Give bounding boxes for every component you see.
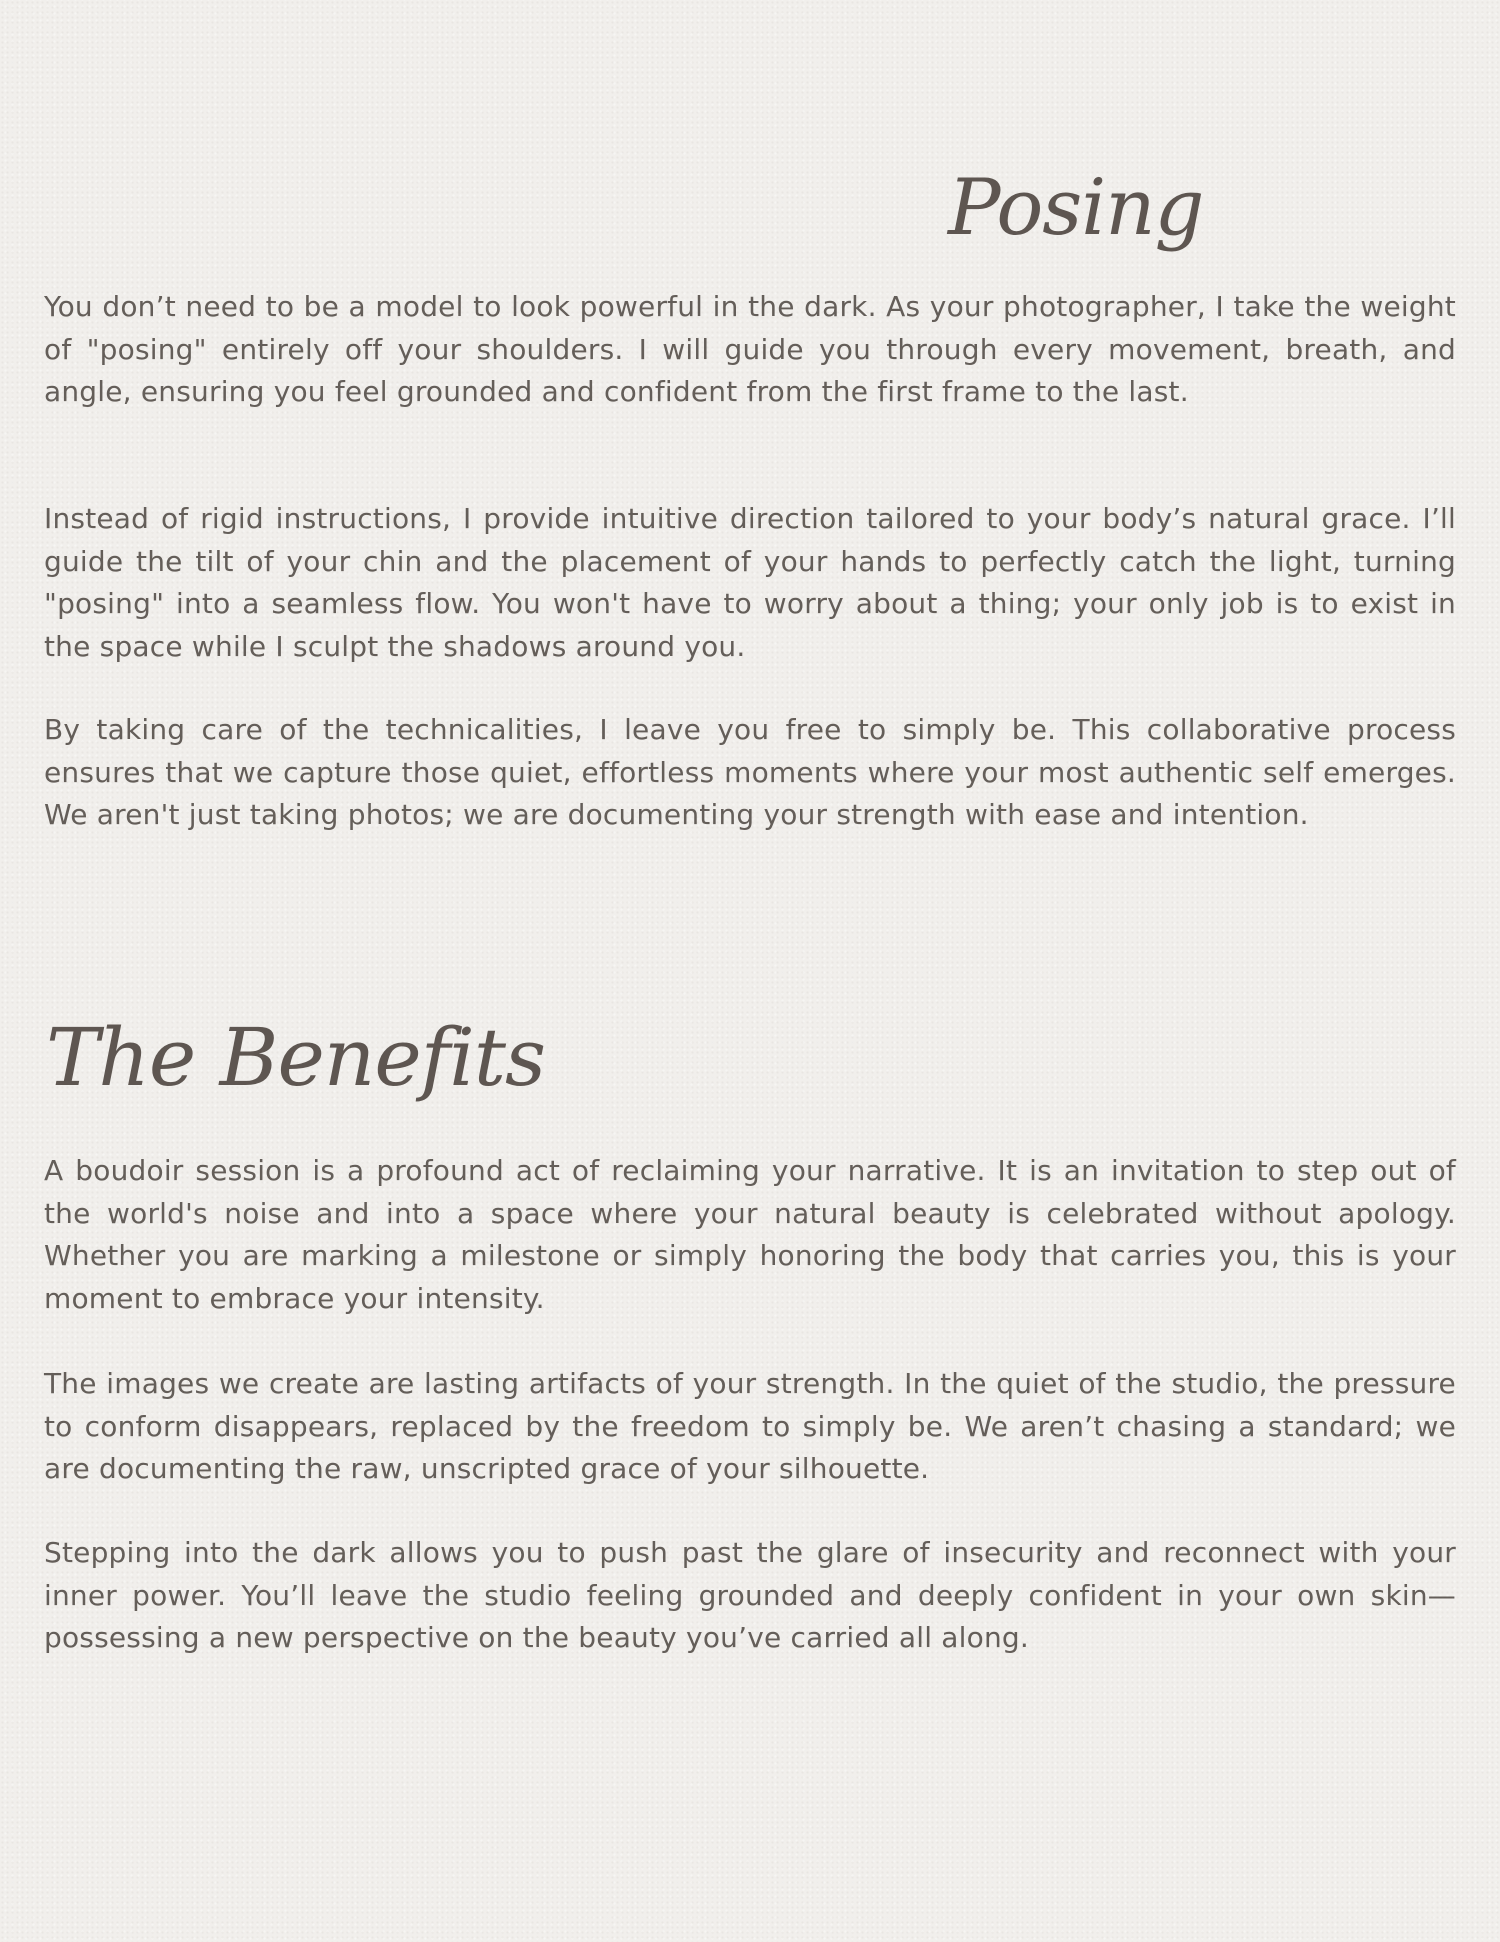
posing-paragraph-1: You don’t need to be a model to look powerful in the dark. As your photographer, I take the weight of "posing" entirely off your shoulders. I will guide you through every movement, breath, and angle, ensuring you feel grounded and confident from the first frame to the last. bbox=[44, 290, 1456, 408]
benefits-paragraph-1: A boudoir session is a profound act of reclaiming your narrative. It is an invitation to step out of the world's noise and into a space where your natural beauty is celebrated without apology. Whether you are marking a milestone or simply honoring the body that carries you, this is your moment to embrace your intensity. bbox=[44, 1154, 1456, 1315]
posing-heading: Posing bbox=[948, 163, 1204, 253]
benefits-paragraph-3: Stepping into the dark allows you to push past the glare of insecurity and reconnect with your inner power. You’ll leave the studio feeling grounded and deeply confident in your own skin—possessing a new perspective on the beauty you’ve carried all along. bbox=[44, 1536, 1456, 1654]
posing-paragraph-2: Instead of rigid instructions, I provide intuitive direction tailored to your body’s natural grace. I’ll guide the tilt of your chin and the placement of your hands to perfectly catch the light, turning "posing" into a seamless flow. You won't have to worry about a thing; your only job is to exist in the space while I sculpt the shadows around you. bbox=[44, 502, 1456, 663]
benefits-heading: The Benefits bbox=[46, 1011, 546, 1104]
benefits-paragraph-2: The images we create are lasting artifacts of your strength. In the quiet of the studio, the pressure to conform disappears, replaced by the freedom to simply be. We aren’t chasing a standard; we are documenting the raw, unscripted grace of your silhouette. bbox=[44, 1367, 1456, 1485]
posing-paragraph-3: By taking care of the technicalities, I leave you free to simply be. This collaborative process ensures that we capture those quiet, effortless moments where your most authentic self emerges. We aren't just taking photos; we are documenting your strength with ease and intention. bbox=[44, 713, 1456, 831]
